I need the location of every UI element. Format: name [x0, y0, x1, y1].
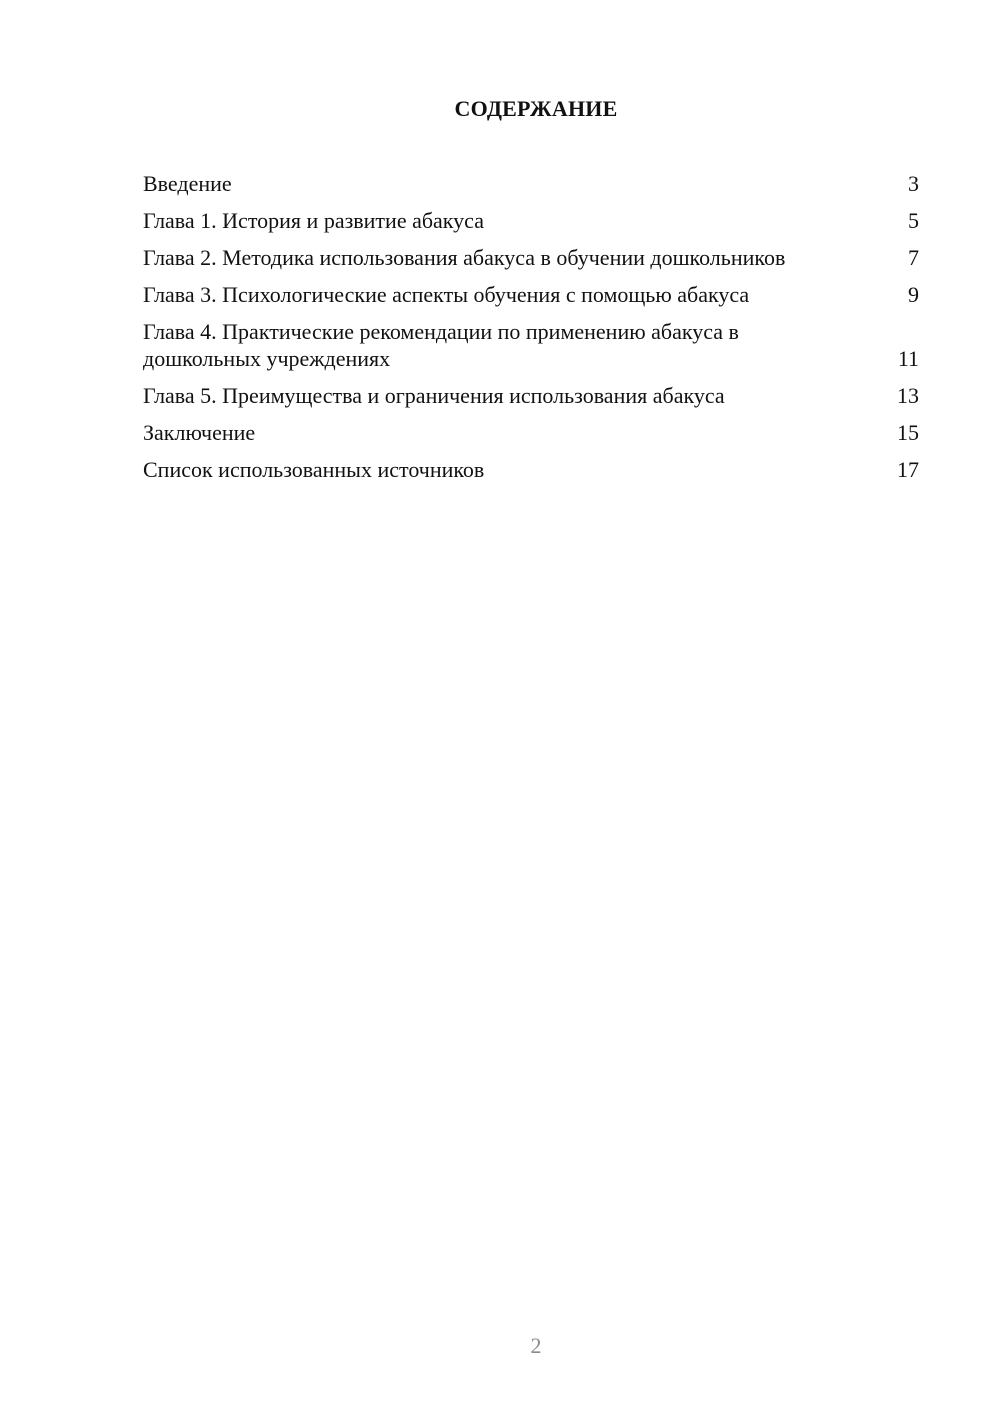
toc-entry-page: 15 — [897, 420, 919, 445]
toc-entry — [143, 281, 919, 308]
page-title: СОДЕРЖАНИЕ — [454, 96, 618, 121]
toc-entry — [143, 419, 919, 446]
toc-entry — [143, 207, 919, 234]
toc-entry-page: 7 — [908, 245, 919, 270]
toc-entry-title: Заключение — [143, 420, 256, 445]
toc-entry-title: Глава 2. Методика использования абакуса в обучении дошкольников — [143, 245, 786, 270]
toc-entry-page: 9 — [908, 282, 919, 307]
toc-entry-page: 11 — [897, 346, 919, 371]
toc-entry-page: 17 — [897, 457, 919, 482]
table-of-contents — [143, 170, 919, 493]
toc-entry-page: 3 — [908, 171, 919, 196]
toc-entry-title: Список использованных источников — [143, 457, 485, 482]
toc-entry-title: Глава 3. Психологические аспекты обучения с помощью абакуса — [143, 282, 750, 307]
page-number: 2 — [530, 1333, 542, 1358]
toc-entry — [143, 318, 919, 372]
toc-entry-title: Глава 1. История и развитие абакуса — [143, 208, 484, 233]
toc-entry-title: Глава 4. Практические рекомендации по применению абакуса в дошкольных учреждениях — [143, 319, 739, 371]
toc-entry — [143, 170, 919, 197]
toc-entry-page: 5 — [908, 208, 919, 233]
toc-entry — [143, 244, 919, 271]
toc-entry — [143, 382, 919, 409]
toc-entry-title: Введение — [143, 171, 232, 196]
toc-entry-page: 13 — [897, 383, 919, 408]
toc-entry-title: Глава 5. Преимущества и ограничения использования абакуса — [143, 383, 725, 408]
toc-entry — [143, 456, 919, 483]
